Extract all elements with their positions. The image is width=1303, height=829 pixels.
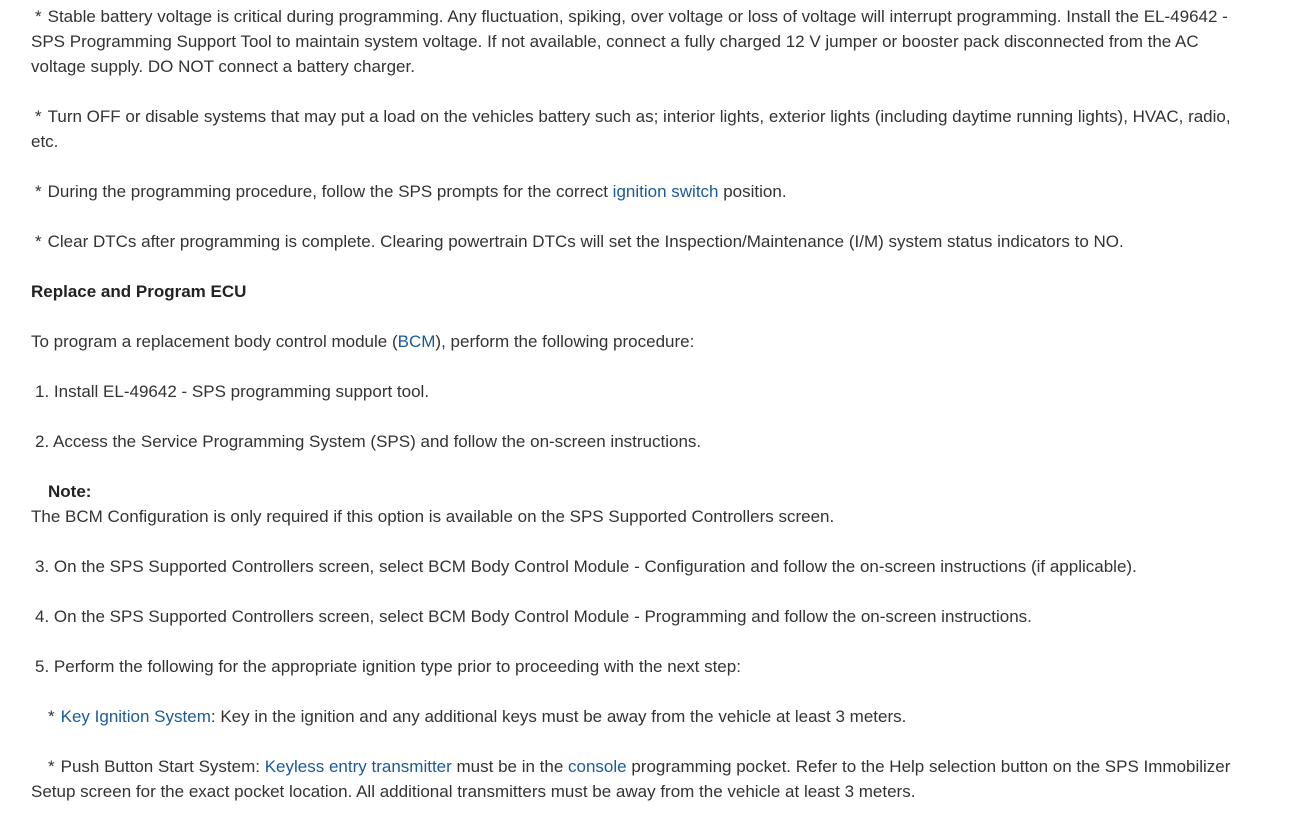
document-body	[31, 4, 1246, 829]
step-number: 2.	[35, 432, 50, 451]
step-text: On the SPS Supported Controllers screen, select BCM Body Control Module - Configuration and follow the on-screen instructions (if applicable).	[53, 557, 1137, 576]
step-2	[31, 429, 1246, 454]
note-text: The BCM Configuration is only required if this option is available on the SPS Supported Controllers screen.	[31, 507, 835, 526]
key-ignition-system-link[interactable]: Key Ignition System	[60, 707, 211, 726]
keyless-entry-transmitter-link[interactable]: Keyless entry transmitter	[264, 757, 452, 776]
ignition-switch-link[interactable]: ignition switch	[612, 182, 719, 201]
step-text: On the SPS Supported Controllers screen, select BCM Body Control Module - Programming and follow the on-screen instructions.	[53, 607, 1032, 626]
bullet-text: Clear DTCs after programming is complete. Clearing powertrain DTCs will set the Inspection/Maintenance (I/M) system status indicators to NO.	[47, 232, 1124, 251]
step-3	[31, 554, 1246, 579]
step-number: 1.	[35, 382, 50, 401]
bullet-text: Push Button Start System:	[60, 757, 265, 776]
bullet-text: must be in the	[451, 757, 569, 776]
step-number: 3.	[35, 557, 50, 576]
step-number: 4.	[35, 607, 50, 626]
section-heading: Replace and Program ECU	[31, 282, 247, 301]
step-text: Access the Service Programming System (SPS) and follow the on-screen instructions.	[52, 432, 702, 451]
bullet-disable-systems	[31, 104, 1246, 154]
step-number: 5.	[35, 657, 50, 676]
bullet-mark: *	[48, 707, 55, 726]
bullet-mark: *	[35, 232, 42, 251]
note-block	[31, 479, 1246, 529]
bullet-text: : Key in the ignition and any additional keys must be away from the vehicle at least 3 meters.	[210, 707, 907, 726]
step-1	[31, 379, 1246, 404]
bullet-mark: *	[35, 107, 42, 126]
step-text: Install EL-49642 - SPS programming support tool.	[53, 382, 430, 401]
bullet-battery-voltage	[31, 4, 1246, 79]
note-label: Note:	[48, 482, 92, 501]
bullet-text: During the programming procedure, follow the SPS prompts for the correct	[47, 182, 613, 201]
bullet-text: position.	[718, 182, 787, 201]
bullet-text: Stable battery voltage is critical during programming. Any fluctuation, spiking, over voltage or loss of voltage will interrupt programming. Install the EL-49642 - SPS Programming Support Tool to maintain system voltage. If not available, connect a fully charged 12 V jumper or booster pack disconnected from the AC voltage supply. DO NOT connect a battery charger.	[31, 7, 1228, 76]
bullet-mark: *	[48, 757, 55, 776]
bullet-mark: *	[35, 182, 42, 201]
step-text: Perform the following for the appropriate ignition type prior to proceeding with the next step:	[53, 657, 741, 676]
sub-bullet-key-ignition	[31, 704, 1246, 729]
bullet-text: Turn OFF or disable systems that may put a load on the vehicles battery such as; interior lights, exterior lights (including daytime running lights), HVAC, radio, etc.	[31, 107, 1231, 151]
bullet-text: programming pocket. Refer to the Help selection button on the SPS Immobilizer Setup screen for the exact pocket location. All additional transmitters must be away from the vehicle at least 3 meters.	[31, 757, 1231, 801]
step-4	[31, 604, 1246, 629]
step-5	[31, 654, 1246, 679]
bullet-clear-dtcs	[31, 229, 1246, 254]
intro-text: ), perform the following procedure:	[435, 332, 695, 351]
bullet-mark: *	[35, 7, 42, 26]
intro-text: To program a replacement body control module (	[31, 332, 398, 351]
sub-bullet-push-button	[31, 754, 1246, 804]
console-link[interactable]: console	[568, 757, 627, 776]
bcm-link[interactable]: BCM	[397, 332, 436, 351]
bullet-ignition-position	[31, 179, 1246, 204]
intro-paragraph	[31, 329, 1246, 354]
